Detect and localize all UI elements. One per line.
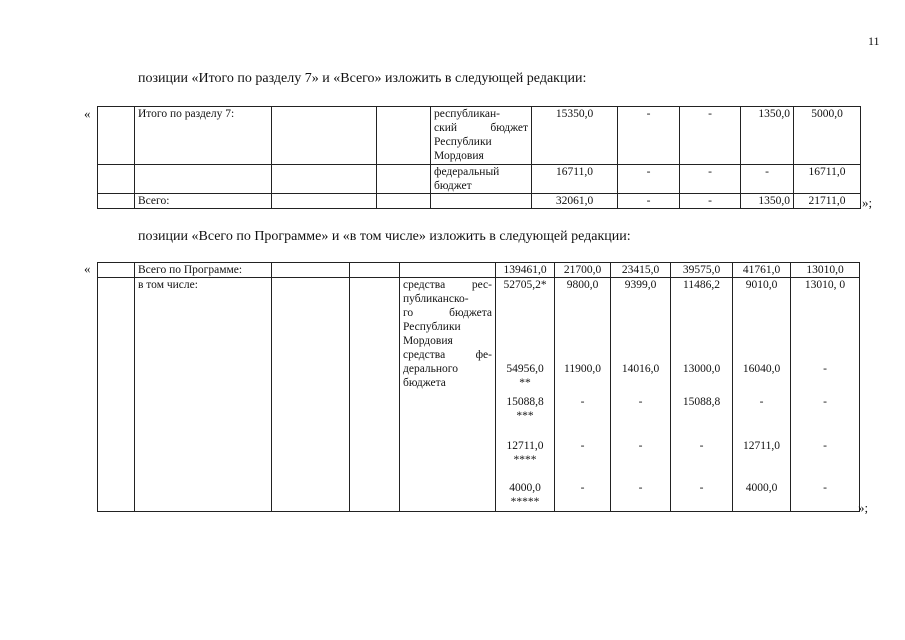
amount-cell: 15088,8 [682, 396, 721, 408]
amount-cell: 4000,0 [509, 482, 541, 494]
section1-close-quote: »; [862, 195, 873, 210]
amount-cell: - [618, 194, 680, 209]
value-column [611, 278, 671, 512]
amount-cell: 21711,0 [794, 194, 861, 209]
amount-cell: - [741, 165, 794, 194]
amount-cell: - [618, 107, 680, 165]
amount-cell: - [638, 396, 643, 408]
amount-cell: - [580, 440, 585, 452]
source-line: федеральный [434, 166, 500, 178]
amount-cell: 5000,0 [794, 107, 861, 165]
section1-open-quote: « [84, 106, 91, 121]
row-label: Всего по Программе: [135, 263, 272, 278]
footnote-mark: ** [519, 377, 531, 389]
amount-column [496, 278, 555, 512]
amount-cell: - [699, 440, 704, 452]
amount-cell: - [618, 165, 680, 194]
amount-cell: - [680, 194, 741, 209]
section2-intro: позиции «Всего по Программе» и «в том числе» изложить в следующей редакции: [138, 229, 631, 244]
source-line: республикан- [434, 108, 500, 120]
amount-cell: 11900,0 [564, 363, 601, 375]
amount-cell: 139461,0 [496, 263, 555, 278]
source-line: Республики [434, 136, 492, 148]
amount-cell: - [638, 440, 643, 452]
amount-cell: 15088,8 [506, 396, 544, 408]
amount-cell: 41761,0 [733, 263, 791, 278]
value-column [791, 278, 860, 512]
footnote-mark: ***** [510, 496, 540, 508]
amount-cell: 13000,0 [682, 363, 721, 375]
amount-cell: 54956,0 [506, 363, 544, 375]
amount-cell: 16040,0 [742, 363, 781, 375]
amount-cell: 32061,0 [532, 194, 618, 209]
amount-cell: - [580, 482, 585, 494]
amount-cell: 12711,0 [506, 440, 544, 452]
amount-cell: 39575,0 [671, 263, 733, 278]
source-line: Республики [403, 321, 461, 333]
row-label: Итого по разделу 7: [135, 107, 272, 165]
source-line: средства рес- [403, 279, 492, 291]
amount-cell: - [580, 396, 585, 408]
amount-cell: 16711,0 [794, 165, 861, 194]
amount-cell: - [759, 396, 764, 408]
source-line: бюджета [403, 377, 446, 389]
amount-cell: 9800,0 [566, 279, 599, 291]
section1-table [97, 106, 861, 209]
amount-cell: 11486,2 [683, 279, 720, 291]
amount-cell: 15350,0 [532, 107, 618, 165]
amount-cell: - [823, 363, 827, 375]
source-line: ский бюджет [434, 122, 528, 134]
page-number: 11 [868, 34, 880, 48]
row-label [135, 165, 272, 194]
amount-cell: 16711,0 [532, 165, 618, 194]
row-label: Всего: [135, 194, 272, 209]
footnote-mark: **** [513, 454, 537, 466]
section2-table [97, 262, 860, 512]
amount-cell: - [680, 165, 741, 194]
amount-cell: 13010, 0 [804, 279, 846, 291]
amount-cell: 52705,2* [503, 279, 547, 291]
table-row [98, 278, 860, 512]
amount-cell: - [823, 396, 827, 408]
amount-cell: 12711,0 [743, 440, 780, 452]
section2-close-quote: »; [858, 500, 869, 515]
amount-cell: 1350,0 [741, 107, 794, 165]
table-row [98, 165, 861, 194]
amount-cell: 21700,0 [555, 263, 611, 278]
row-label: в том числе: [135, 278, 272, 512]
table-row [98, 107, 861, 165]
source-cell [431, 165, 532, 194]
section1-intro: позиции «Итого по разделу 7» и «Всего» изложить в следующей редакции: [138, 71, 587, 86]
source-line: Мордовия [403, 335, 453, 347]
source-line: Мордовия [434, 150, 484, 162]
source-line: бюджет [434, 180, 472, 192]
amount-cell: 23415,0 [611, 263, 671, 278]
source-line: публиканско- [403, 293, 469, 305]
footnote-mark: *** [516, 410, 534, 422]
amount-cell: - [823, 440, 827, 452]
amount-cell: 13010,0 [791, 263, 860, 278]
amount-cell: 1350,0 [741, 194, 794, 209]
table-row [98, 263, 860, 278]
amount-cell: - [699, 482, 704, 494]
source-cell [400, 278, 496, 512]
amount-cell: - [823, 482, 827, 494]
amount-cell: - [680, 107, 741, 165]
source-line: средства фе- [403, 349, 492, 361]
amount-cell: 9399,0 [624, 279, 657, 291]
amount-cell: 9010,0 [745, 279, 778, 291]
value-column [733, 278, 791, 512]
value-column [671, 278, 733, 512]
amount-cell: 14016,0 [621, 363, 660, 375]
source-line: го бюджета [403, 307, 492, 319]
source-cell [431, 107, 532, 165]
amount-cell: - [638, 482, 643, 494]
amount-cell: 4000,0 [745, 482, 778, 494]
section2-open-quote: « [84, 261, 91, 276]
value-column [555, 278, 611, 512]
source-line: дерального [403, 363, 458, 375]
table-row [98, 194, 861, 209]
